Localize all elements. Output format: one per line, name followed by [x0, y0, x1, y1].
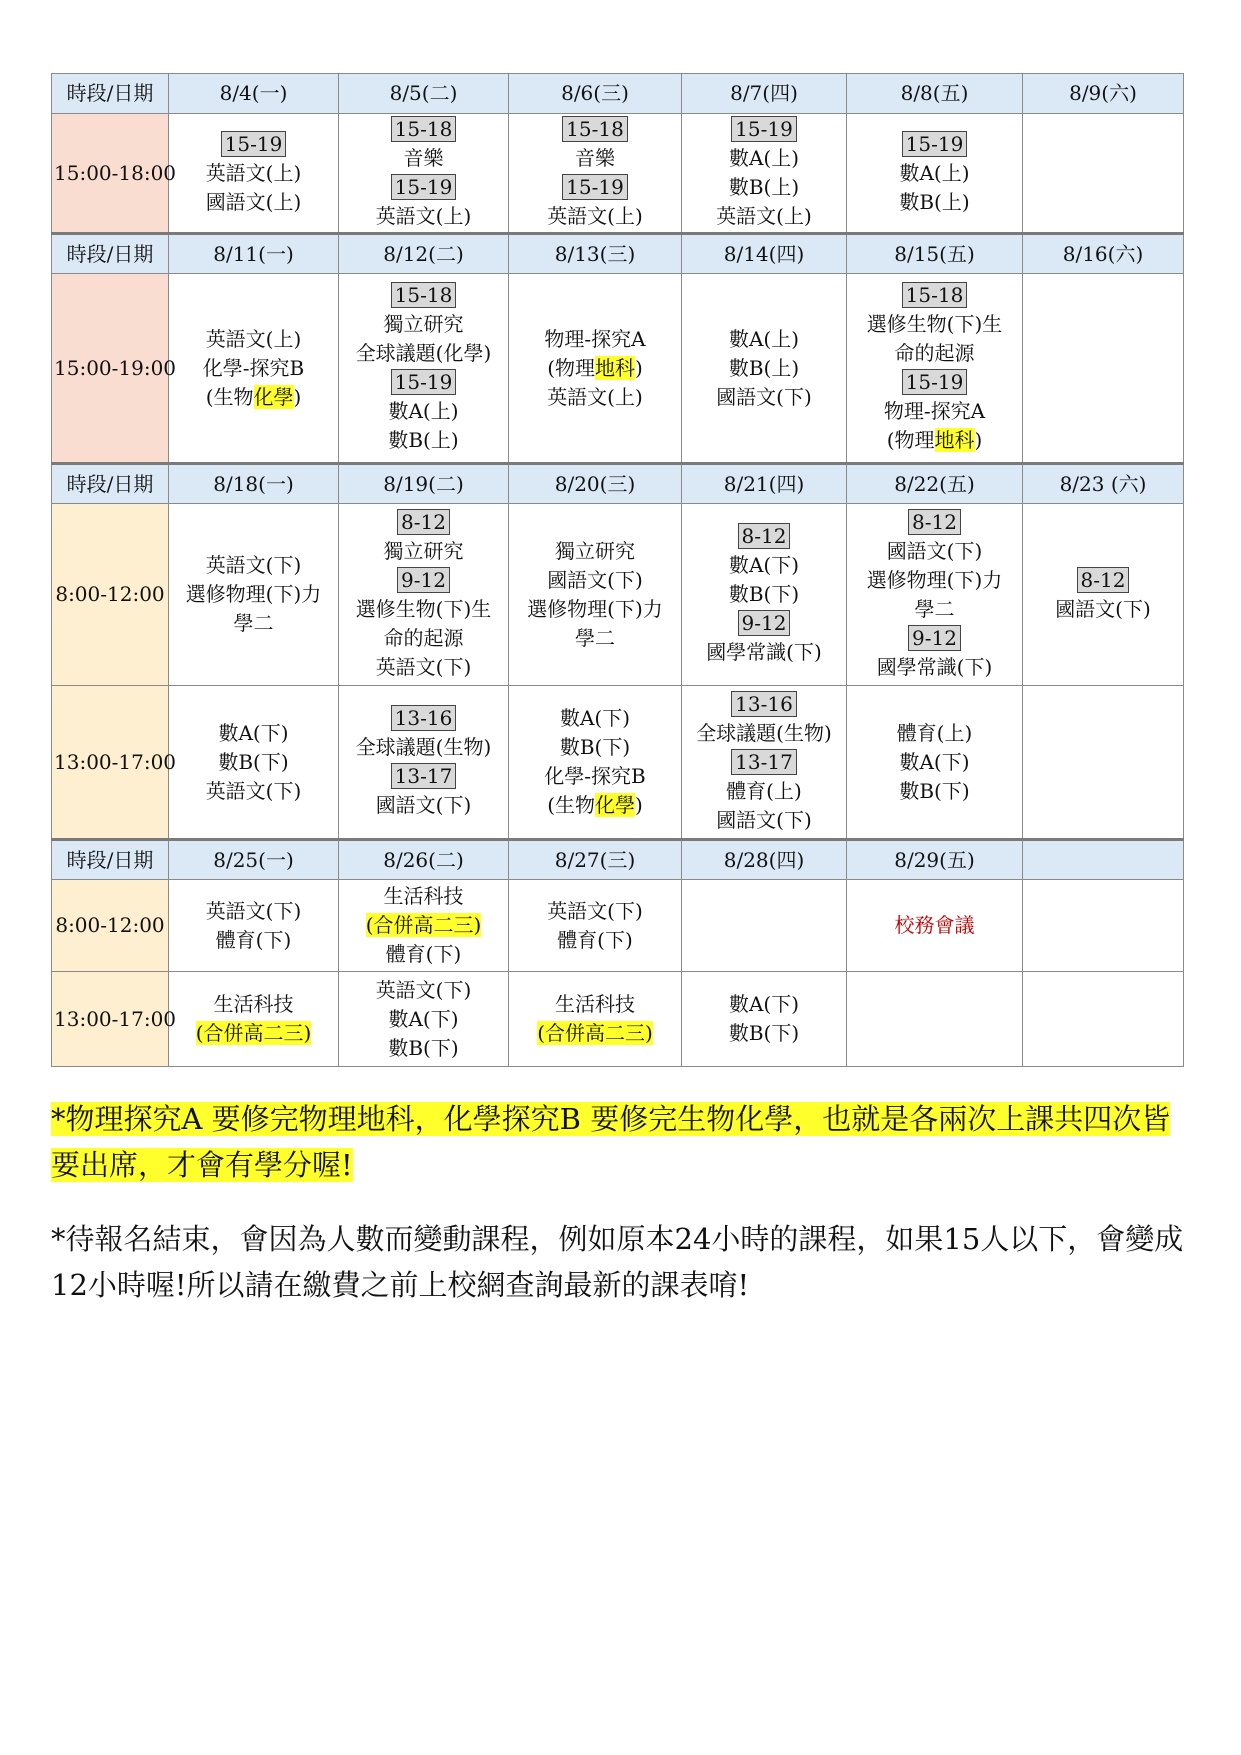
course-line [511, 1019, 679, 1048]
schedule-cell [339, 274, 509, 464]
course-line [511, 202, 679, 231]
course-line [511, 325, 679, 354]
course-text-suffix: ) [635, 355, 643, 380]
course-text: 選修生物(下)生 [866, 312, 1003, 336]
course-text: 英語文(上) [205, 160, 302, 185]
course-line [684, 719, 844, 748]
course-line [171, 188, 336, 217]
header-date: 8/22(五) [847, 464, 1023, 504]
course-text: 選修物理(下)力 [866, 567, 1003, 592]
time-range-badge: 13-16 [391, 705, 457, 731]
schedule-cell [339, 972, 509, 1067]
header-date: 8/25(一) [169, 840, 339, 880]
course-text: 數A(上) [728, 146, 800, 170]
course-text: 數A(上) [388, 399, 459, 423]
schedule-cell [847, 504, 1023, 686]
time-range-line [849, 130, 1020, 159]
course-line [684, 580, 844, 609]
course-text: (物理 [547, 355, 595, 380]
course-line [341, 595, 506, 624]
course-line [684, 173, 844, 202]
course-text: 選修生物(下)生 [355, 596, 492, 621]
course-line [341, 624, 506, 653]
header-date: 8/8(五) [847, 74, 1023, 114]
course-line [849, 719, 1020, 748]
course-line [171, 719, 336, 748]
schedule-row [52, 972, 1184, 1067]
header-date: 8/13(三) [509, 234, 682, 274]
course-text: 英語文(下) [205, 898, 302, 923]
course-text: 英語文(下) [375, 977, 472, 1002]
course-line [684, 325, 844, 354]
course-line [341, 310, 506, 339]
course-line [849, 159, 1020, 188]
meeting-text: 校務會議 [894, 913, 975, 937]
course-line [849, 653, 1020, 682]
time-range-badge: 9-12 [738, 610, 791, 636]
course-text: 國語文(下) [375, 793, 472, 817]
course-text-suffix: ) [635, 793, 643, 817]
schedule-cell [169, 880, 339, 972]
course-line [171, 354, 336, 383]
course-text: 國學常識(下) [876, 654, 993, 679]
course-text: 獨立研究 [555, 538, 635, 563]
schedule-row [52, 274, 1184, 464]
time-range-badge: 15-19 [221, 131, 287, 157]
schedule-cell [169, 114, 339, 234]
highlight-text: 地科 [595, 355, 635, 380]
course-text: 國學常識(下) [706, 640, 822, 664]
time-range-line [849, 508, 1020, 537]
course-line [341, 791, 506, 820]
course-line [684, 354, 844, 383]
course-text: 數B(上) [728, 175, 800, 199]
time-range-line [684, 690, 844, 719]
note-physics-chemistry: *物理探究A 要修完物理地科，化學探究B 要修完生物化學，也就是各兩次上課共四次皆要出席，才會有學分喔! [51, 1102, 1171, 1182]
time-slot: 8:00-12:00 [52, 880, 169, 972]
time-range-badge: 9-12 [908, 625, 961, 651]
course-text: 數A(下) [218, 720, 289, 745]
schedule-cell [509, 504, 682, 686]
highlight-text: (合併高二三) [365, 913, 482, 937]
course-line [849, 911, 1020, 940]
header-date: 8/23 (六) [1023, 464, 1184, 504]
schedule-table [51, 73, 1184, 1067]
course-line [341, 976, 506, 1005]
time-range-badge: 8-12 [738, 523, 791, 549]
course-text: 數B(上) [899, 189, 970, 214]
time-range-badge: 13-16 [731, 691, 797, 717]
course-text: 生活科技 [213, 992, 294, 1016]
schedule-cell [682, 686, 847, 840]
course-line [341, 397, 506, 426]
time-range-line [341, 368, 506, 397]
course-line [511, 566, 679, 595]
schedule-row [52, 686, 1184, 840]
time-range-badge: 15-19 [391, 174, 457, 200]
course-line [684, 1019, 844, 1048]
course-text: 數B(下) [559, 735, 631, 759]
schedule-cell [682, 972, 847, 1067]
course-line [849, 397, 1020, 426]
course-line [849, 537, 1020, 566]
course-text: 國語文(下) [547, 567, 643, 592]
highlight-text: 化學 [595, 793, 635, 817]
time-range-badge: 15-19 [902, 131, 968, 157]
course-text: 英語文(上) [205, 326, 302, 351]
course-line [849, 310, 1020, 339]
time-range-line [849, 281, 1020, 310]
header-date: 8/7(四) [682, 74, 847, 114]
header-row [52, 234, 1184, 274]
course-line [511, 624, 679, 653]
course-text: 數A(下) [899, 749, 970, 774]
course-text: 學二 [914, 596, 955, 621]
time-range-line [341, 762, 506, 791]
highlight-text: 地科 [934, 428, 975, 452]
course-line [171, 1019, 336, 1048]
schedule-cell [339, 504, 509, 686]
header-date: 8/16(六) [1023, 234, 1184, 274]
schedule-cell [847, 880, 1023, 972]
course-line [511, 383, 679, 412]
schedule-cell [1023, 504, 1184, 686]
course-text: 體育(上) [896, 720, 973, 745]
course-text: 全球議題(生物) [696, 720, 832, 745]
header-slot-label: 時段/日期 [52, 234, 169, 274]
schedule-cell [682, 880, 847, 972]
course-text: 體育(上) [726, 778, 802, 803]
course-line [684, 777, 844, 806]
course-line [511, 791, 679, 820]
header-date: 8/19(二) [339, 464, 509, 504]
course-text: 全球議題(生物) [355, 735, 492, 759]
header-date: 8/12(二) [339, 234, 509, 274]
course-line [684, 202, 844, 231]
course-text: 音樂 [575, 146, 615, 170]
schedule-cell [847, 274, 1023, 464]
course-line [849, 777, 1020, 806]
course-text: 數B(下) [728, 582, 800, 606]
course-line [341, 339, 506, 368]
course-text: 數B(下) [899, 778, 970, 803]
course-text: 數B(下) [388, 1035, 459, 1060]
header-date: 8/20(三) [509, 464, 682, 504]
course-line [684, 383, 844, 412]
time-range-line [684, 609, 844, 638]
course-line [341, 882, 506, 911]
schedule-cell [169, 504, 339, 686]
time-range-line [341, 173, 506, 202]
schedule-cell [509, 114, 682, 234]
course-line [341, 940, 506, 969]
schedule-cell [1023, 880, 1184, 972]
header-date: 8/15(五) [847, 234, 1023, 274]
course-line [171, 777, 336, 806]
course-line [684, 990, 844, 1019]
header-row [52, 74, 1184, 114]
course-text: 國語文(上) [205, 189, 302, 214]
course-text: 數B(下) [728, 1021, 800, 1045]
course-text: 體育(下) [557, 927, 633, 952]
time-range-line [341, 566, 506, 595]
course-text: 物理-探究A [883, 399, 986, 423]
schedule-cell [509, 274, 682, 464]
course-line [171, 383, 336, 412]
schedule-cell [339, 686, 509, 840]
course-text: 體育(下) [215, 927, 292, 952]
course-text: 國語文(下) [716, 384, 812, 409]
course-line [511, 354, 679, 383]
course-line [684, 806, 844, 835]
course-line [849, 339, 1020, 368]
time-range-line [1025, 566, 1181, 595]
schedule-cell [169, 972, 339, 1067]
time-range-line [341, 115, 506, 144]
header-date: 8/11(一) [169, 234, 339, 274]
schedule-cell [847, 686, 1023, 840]
course-line [171, 159, 336, 188]
time-range-line [341, 704, 506, 733]
time-range-line [684, 522, 844, 551]
course-text: 英語文(下) [375, 654, 472, 679]
course-text: 數A(下) [728, 553, 800, 577]
schedule-cell [339, 880, 509, 972]
time-range-badge: 13-17 [731, 749, 797, 775]
time-range-badge: 15-18 [562, 116, 628, 142]
time-range-line [171, 130, 336, 159]
course-line [849, 595, 1020, 624]
header-date: 8/29(五) [847, 840, 1023, 880]
course-text: 國語文(下) [1055, 596, 1151, 621]
course-text: 學二 [575, 625, 615, 650]
course-line [171, 325, 336, 354]
time-range-badge: 15-19 [391, 369, 457, 395]
header-slot-label: 時段/日期 [52, 840, 169, 880]
course-text: 數B(上) [388, 428, 459, 452]
course-text: 數B(上) [728, 355, 800, 380]
header-date: 8/27(三) [509, 840, 682, 880]
course-text: 英語文(上) [547, 204, 643, 228]
course-text: 命的起源 [383, 625, 464, 650]
time-slot: 8:00-12:00 [52, 504, 169, 686]
time-range-line [511, 173, 679, 202]
header-row [52, 840, 1184, 880]
course-text: 獨立研究 [383, 538, 464, 563]
course-line [849, 748, 1020, 777]
header-date: 8/28(四) [682, 840, 847, 880]
course-line [171, 748, 336, 777]
course-text: 命的起源 [894, 341, 975, 365]
course-text: 英語文(下) [547, 898, 643, 923]
schedule-cell [339, 114, 509, 234]
course-line [511, 762, 679, 791]
course-line [511, 144, 679, 173]
course-line [171, 580, 336, 609]
course-text: 生活科技 [383, 884, 464, 908]
course-line [849, 566, 1020, 595]
time-range-badge: 8-12 [908, 509, 961, 535]
time-range-badge: 15-19 [902, 369, 968, 395]
course-text: 選修物理(下)力 [185, 582, 322, 606]
highlight-text: 化學 [253, 384, 294, 409]
time-range-line [684, 748, 844, 777]
course-text: 英語文(下) [205, 778, 302, 803]
time-range-line [341, 508, 506, 537]
header-date: 8/26(二) [339, 840, 509, 880]
header-date: 8/21(四) [682, 464, 847, 504]
course-line [684, 638, 844, 667]
note-registration: *待報名結束，會因為人數而變動課程，例如原本24小時的課程，如果15人以下，會變成12小時喔!所以請在繳費之前上校網查詢最新的課表唷! [51, 1222, 1184, 1302]
course-text: 英語文(上) [547, 384, 643, 409]
course-text: 英語文(上) [716, 204, 812, 228]
course-text: 國語文(下) [716, 807, 812, 832]
schedule-cell [509, 880, 682, 972]
time-range-line [849, 368, 1020, 397]
time-range-badge: 8-12 [397, 509, 450, 535]
header-date: 8/9(六) [1023, 74, 1184, 114]
course-text: 音樂 [403, 146, 444, 170]
course-line [341, 1005, 506, 1034]
highlight-text: (合併高二三) [195, 1021, 312, 1045]
time-range-badge: 15-19 [731, 116, 797, 142]
schedule-cell [682, 114, 847, 234]
course-line [511, 704, 679, 733]
course-line [341, 653, 506, 682]
time-slot: 13:00-17:00 [52, 686, 169, 840]
time-range-line [511, 115, 679, 144]
time-slot: 13:00-17:00 [52, 972, 169, 1067]
schedule-cell [847, 972, 1023, 1067]
course-line [341, 202, 506, 231]
course-line [341, 911, 506, 940]
course-text: 全球議題(化學) [355, 341, 492, 365]
course-text: 獨立研究 [383, 312, 464, 336]
time-range-badge: 9-12 [397, 567, 450, 593]
course-text: (生物 [547, 793, 595, 817]
time-range-badge: 15-18 [391, 116, 457, 142]
header-row [52, 464, 1184, 504]
time-slot: 15:00-19:00 [52, 274, 169, 464]
course-line [511, 537, 679, 566]
course-text: 生活科技 [555, 992, 635, 1016]
course-line [684, 551, 844, 580]
course-text-suffix: ) [974, 428, 983, 452]
course-line [171, 990, 336, 1019]
course-line [171, 551, 336, 580]
course-text: 國語文(下) [886, 538, 983, 563]
highlight-text: (合併高二三) [537, 1021, 653, 1045]
course-text: 物理-探究A [544, 326, 646, 351]
time-range-line [684, 115, 844, 144]
course-line [341, 144, 506, 173]
course-text: 數A(下) [559, 706, 631, 730]
time-range-badge: 13-17 [391, 763, 457, 789]
time-range-line [341, 281, 506, 310]
course-line [171, 609, 336, 638]
course-line [511, 595, 679, 624]
course-line [684, 144, 844, 173]
course-line [341, 733, 506, 762]
schedule-cell [682, 274, 847, 464]
course-line [1025, 595, 1181, 624]
course-line [849, 426, 1020, 455]
header-date: 8/4(一) [169, 74, 339, 114]
time-range-badge: 15-18 [902, 282, 968, 308]
header-date: 8/14(四) [682, 234, 847, 274]
schedule-cell [682, 504, 847, 686]
course-text: 數A(下) [728, 992, 800, 1016]
course-text-suffix: ) [293, 384, 302, 409]
course-text: 數A(上) [728, 326, 800, 351]
course-text: (物理 [886, 428, 935, 452]
schedule-cell [509, 972, 682, 1067]
course-text: 英語文(下) [205, 553, 302, 577]
schedule-cell [1023, 114, 1184, 234]
course-text: (生物 [205, 384, 254, 409]
schedule-cell [1023, 686, 1184, 840]
course-text: 體育(下) [385, 942, 462, 966]
course-text: 數A(下) [388, 1006, 459, 1031]
header-slot-label: 時段/日期 [52, 74, 169, 114]
course-text: 學二 [233, 611, 274, 635]
header-date [1023, 840, 1184, 880]
header-date: 8/6(三) [509, 74, 682, 114]
course-text: 化學-探究B [544, 764, 646, 788]
course-line [341, 537, 506, 566]
schedule-row [52, 114, 1184, 234]
schedule-cell [509, 686, 682, 840]
course-line [511, 990, 679, 1019]
course-line [511, 733, 679, 762]
schedule-row [52, 504, 1184, 686]
header-slot-label: 時段/日期 [52, 464, 169, 504]
schedule-cell [847, 114, 1023, 234]
time-range-badge: 8-12 [1077, 567, 1130, 593]
course-line [511, 926, 679, 955]
course-line [341, 426, 506, 455]
course-line [341, 1034, 506, 1063]
course-line [171, 897, 336, 926]
schedule-cell [169, 686, 339, 840]
course-text: 選修物理(下)力 [527, 596, 663, 621]
header-date: 8/18(一) [169, 464, 339, 504]
time-range-badge: 15-18 [391, 282, 457, 308]
course-text: 化學-探究B [202, 355, 305, 380]
course-text: 數A(上) [899, 160, 970, 185]
time-range-line [849, 624, 1020, 653]
header-date: 8/5(二) [339, 74, 509, 114]
schedule-cell [169, 274, 339, 464]
time-range-badge: 15-19 [562, 174, 628, 200]
course-line [511, 897, 679, 926]
time-slot: 15:00-18:00 [52, 114, 169, 234]
course-text: 數B(下) [218, 749, 289, 774]
course-text: 英語文(上) [375, 204, 472, 228]
schedule-cell [1023, 972, 1184, 1067]
schedule-cell [1023, 274, 1184, 464]
schedule-row [52, 880, 1184, 972]
course-line [171, 926, 336, 955]
course-line [849, 188, 1020, 217]
